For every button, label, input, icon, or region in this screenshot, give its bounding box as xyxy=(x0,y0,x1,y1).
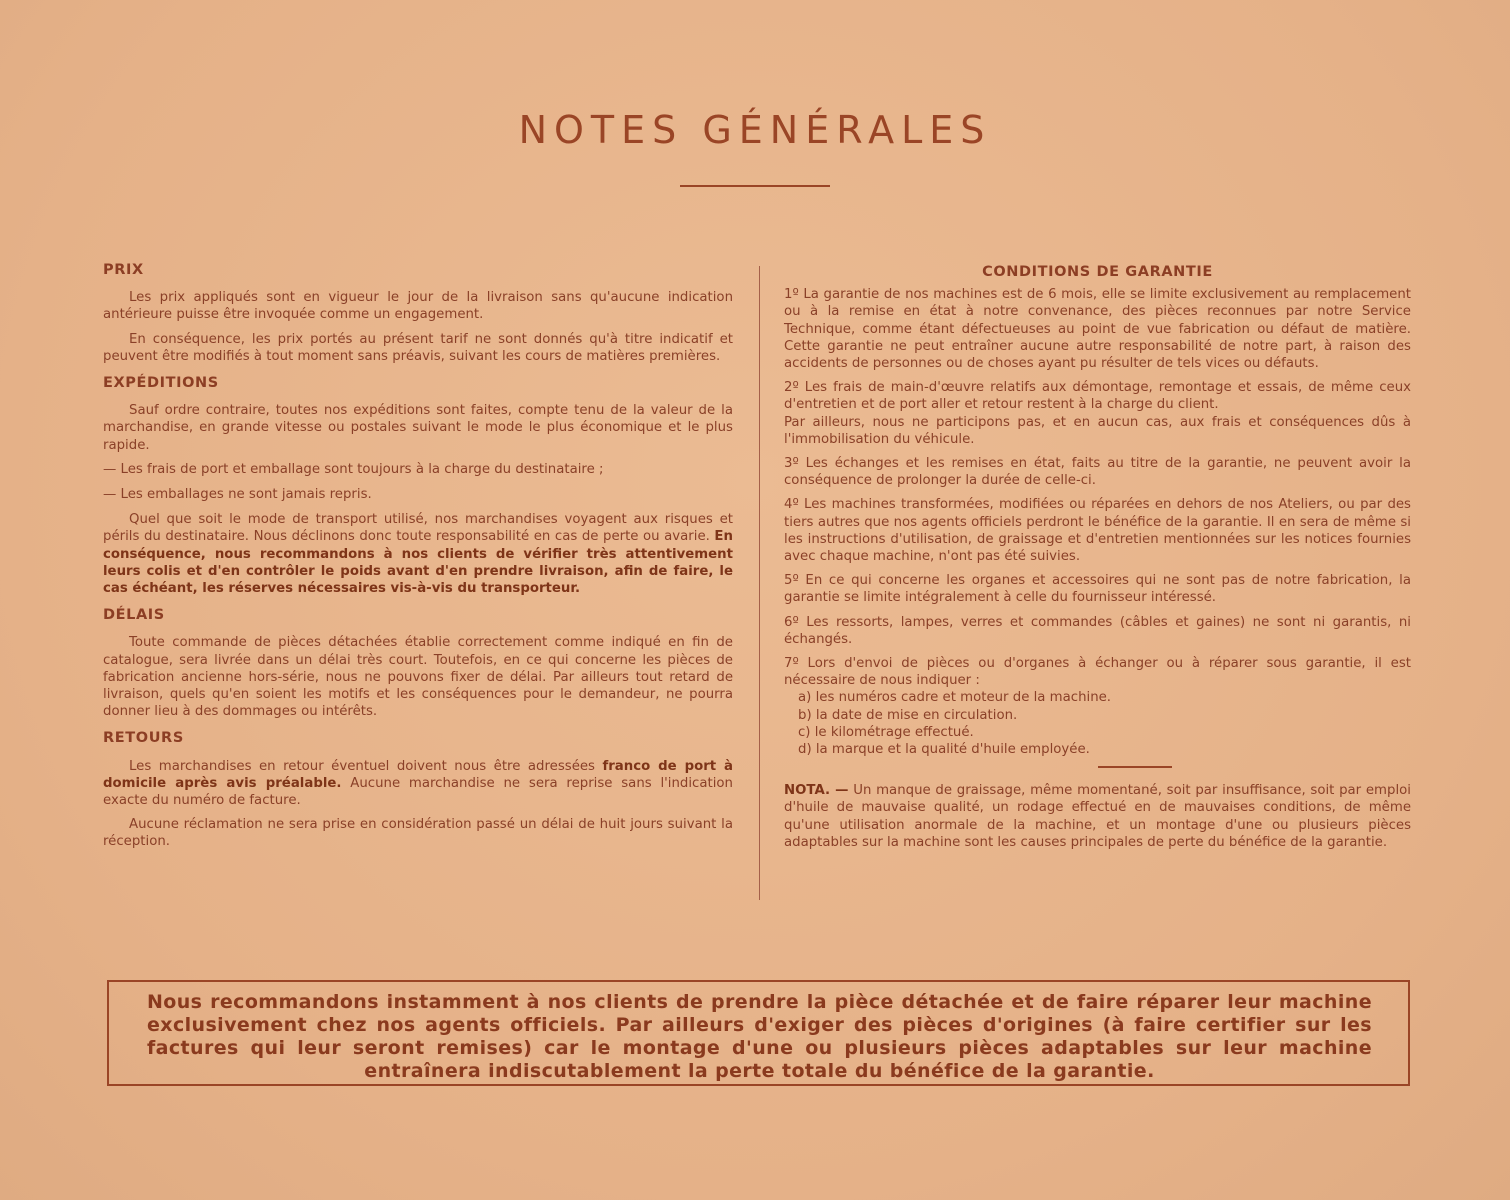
expeditions-paragraph-2 xyxy=(103,511,733,597)
list-item: b) la date de mise en circulation. xyxy=(798,707,1018,723)
expeditions-warning: En conséquence, nous recommandons à nos clients de vérifier très attentivement leurs colis et d'en contrôler le poids avant d'en prendre livraison, afin de faire, le cas échéant, les réserves nécessaires vis-à-vis du transporteur. xyxy=(103,529,733,597)
delais-paragraph: Toute commande de pièces détachées établie correctement comme indiqué en fin de catalogue, sera livrée dans un délai très court. Toutefois, en ce qui concerne les pièces de fabrication ancienne hors-série, nous ne pouvons fixer de délai. Par ailleurs tout retard de livraison, quels qu'en soient les motifs et les conséquences pour le demandeur, ne pourra donner lieu à des dommages ou intérêts. xyxy=(103,635,733,720)
list-item: c) le kilométrage effectué. xyxy=(798,724,974,740)
retours-p1-bold: franco de port à domicile après avis préalable. xyxy=(103,758,733,791)
garantie-item-3: 3º Les échanges et les remises en état, faits au titre de la garantie, ne peuvent avoir la conséquence de prolonger la durée de celle-ci. xyxy=(784,456,1411,489)
nota-paragraph xyxy=(784,782,1411,851)
page-title: NOTES GÉNÉRALES xyxy=(518,108,992,152)
column-divider xyxy=(759,266,760,900)
list-item: d) la marque et la qualité d'huile employée. xyxy=(798,742,1090,758)
nota-label: NOTA. — xyxy=(784,783,849,799)
expeditions-dash-2: — Les emballages ne sont jamais repris. xyxy=(103,487,372,503)
recommendation-text: Nous recommandons instamment à nos clients de prendre la pièce détachée et de faire réparer leur machine exclusivement chez nos agents officiels. Par ailleurs d'exiger des pièces d'origines (à faire certifier sur les factures qui leur seront remises) car le montage d'une ou plusieurs pièces adaptables sur leur machine entraînera indiscutablement la perte totale du bénéfice de la garantie. xyxy=(147,991,1372,1082)
recommendation-box xyxy=(107,980,1410,1086)
retours-p1-b: Aucune marchandise ne sera reprise sans l'indication exacte du numéro de facture. xyxy=(103,775,733,809)
retours-paragraph-2: Aucune réclamation ne sera prise en considération passé un délai de huit jours suivant la réception. xyxy=(103,817,733,850)
expeditions-paragraph-2-text: Quel que soit le mode de transport utilisé, nos marchandises voyagent aux risques et périls du destinataire. Nous déclinons donc toute responsabilité en cas de perte ou avarie. xyxy=(103,512,733,545)
delais-heading: DÉLAIS xyxy=(103,607,165,624)
garantie-item-2: 2º Les frais de main-d'œuvre relatifs aux démontage, remontage et essais, de même ceux d'entretien et de port aller et retour restent à la charge du client. xyxy=(784,380,1411,413)
list-item: a) les numéros cadre et moteur de la machine. xyxy=(798,690,1112,706)
prix-heading: PRIX xyxy=(103,262,144,278)
nota-divider xyxy=(1098,766,1172,768)
garantie-heading: CONDITIONS DE GARANTIE xyxy=(982,264,1213,280)
garantie-item-4: 4º Les machines transformées, modifiées ou réparées en dehors de nos Ateliers, ou par des tiers autres que nos agents officiels perdront le bénéfice de la garantie. Il en sera de même si les instructions d'utilisation, de graissage et d'entretien mentionnées sur les notices fournies avec chaque machine, n'ont pas été suivies. xyxy=(784,497,1411,565)
expeditions-paragraph-1: Sauf ordre contraire, toutes nos expéditions sont faites, compte tenu de la valeur de la marchandise, en grande vitesse ou postales suivant le mode le plus économique et le plus rapide. xyxy=(103,403,733,453)
section-expeditions xyxy=(103,375,733,597)
section-retours xyxy=(103,730,733,850)
section-prix xyxy=(103,262,733,365)
garantie-item-2b: Par ailleurs, nous ne participons pas, et en aucun cas, aux frais et conséquences dûs à l'immobilisation du véhicule. xyxy=(784,414,1411,447)
expeditions-dash-1: — Les frais de port et emballage sont toujours à la charge du destinataire ; xyxy=(103,461,604,477)
expeditions-heading: EXPÉDITIONS xyxy=(103,375,219,392)
retours-heading: RETOURS xyxy=(103,730,184,747)
title-underline xyxy=(680,185,830,187)
garantie-sublist xyxy=(798,689,1411,758)
retours-p1-a: Les marchandises en retour éventuel doivent nous être adressées xyxy=(129,758,595,774)
right-column xyxy=(784,264,1411,858)
section-delais xyxy=(103,607,733,720)
garantie-item-5: 5º En ce qui concerne les organes et accessoires qui ne sont pas de notre fabrication, la garantie se limite intégralement à celle du fournisseur intéressé. xyxy=(784,573,1411,606)
prix-paragraph-1: Les prix appliqués sont en vigueur le jour de la livraison sans qu'aucune indication antérieure puisse être invoquée comme un engagement. xyxy=(103,290,733,323)
left-column xyxy=(103,262,733,861)
garantie-item-1: 1º La garantie de nos machines est de 6 mois, elle se limite exclusivement au remplacement ou à la remise en état à notre convenance, des pièces reconnues par notre Service Technique, comme étant défectueuses au point de vue fabrication ou défaut de matière. Cette garantie ne peut entraîner aucune autre responsabilité de notre part, à raison des accidents de personnes ou de choses ayant pu résulter de tels vices ou défauts. xyxy=(784,287,1411,372)
garantie-item-6: 6º Les ressorts, lampes, verres et commandes (câbles et gaines) ne sont ni garantis, ni échangés. xyxy=(784,614,1411,647)
prix-paragraph-2: En conséquence, les prix portés au présent tarif ne sont donnés qu'à titre indicatif et peuvent être modifiés à tout moment sans préavis, suivant les cours de matières premières. xyxy=(103,331,733,364)
retours-paragraph-1 xyxy=(103,758,733,810)
nota-text: Un manque de graissage, même momentané, soit par insuffisance, soit par emploi d'huile de mauvaise qualité, un rodage effectué en de mauvaises conditions, de même qu'une utilisation anormale de la machine, et un montage d'une ou plusieurs pièces adaptables sur la machine sont les causes principales de perte du bénéfice de la garantie. xyxy=(784,783,1411,850)
garantie-item-7: 7º Lors d'envoi de pièces ou d'organes à échanger ou à réparer sous garantie, il est nécessaire de nous indiquer : xyxy=(784,656,1411,689)
